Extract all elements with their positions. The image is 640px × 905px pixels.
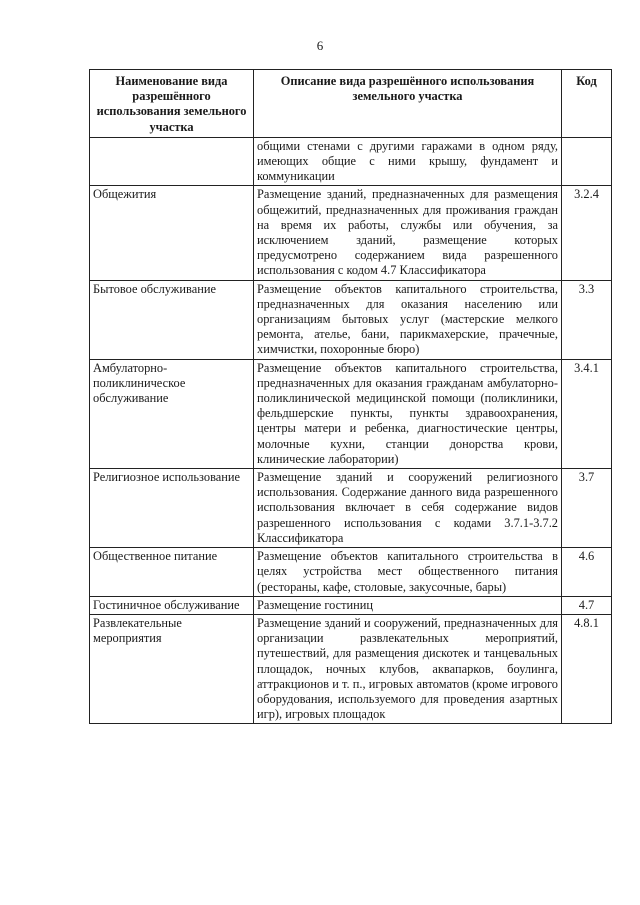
table-row (90, 614, 612, 723)
row-code: 3.2.4 (562, 186, 612, 280)
row-description: Размещение гостиниц (254, 596, 562, 614)
table-row (90, 359, 612, 468)
header-code: Код (562, 70, 612, 138)
row-description: Размещение зданий и сооружений, предназначенных для организации развлекательных мероприятий, путешествий, для размещения дискотек и танцевальных площадок, ночных клубов, аквапарков, боулинга, аттракционов и т. п., игровых автоматов (кроме игрового оборудования, используемого для проведения азартных игр), игровых площадок (254, 614, 562, 723)
header-description: Описание вида разрешённого использования земельного участка (254, 70, 562, 138)
row-name: Общежития (90, 186, 254, 280)
table-row (90, 548, 612, 597)
row-name: Бытовое обслуживание (90, 280, 254, 359)
table-row (90, 137, 612, 186)
table-row (90, 186, 612, 280)
row-description: Размещение объектов капитального строительства, предназначенных для оказания населению или организациям бытовых услуг (мастерские мелкого ремонта, ателье, бани, парикмахерские, прачечные, химчистки, похоронные бюро) (254, 280, 562, 359)
row-description: общими стенами с другими гаражами в одном ряду, имеющих общие с ними крышу, фундамент и коммуникации (254, 137, 562, 186)
row-name: Гостиничное обслуживание (90, 596, 254, 614)
page-number: 6 (316, 38, 324, 53)
table-row (90, 469, 612, 548)
row-description: Размещение объектов капитального строительства в целях устройства мест общественного питания (рестораны, кафе, столовые, закусочные, бары) (254, 548, 562, 597)
row-description: Размещение зданий, предназначенных для размещения общежитий, предназначенных для проживания граждан на время их работы, службы или обучения, за исключением зданий, размещение которых предусмотрено содержанием вида разрешенного использования с кодом 4.7 Классификатора (254, 186, 562, 280)
land-use-table (89, 69, 612, 724)
row-description: Размещение зданий и сооружений религиозного использования. Содержание данного вида разрешенного использования включает в себя содержание видов разрешенного использования с кодами 3.7.1-3.7.2 Классификатора (254, 469, 562, 548)
row-name (90, 137, 254, 186)
table-row (90, 280, 612, 359)
row-code: 4.7 (562, 596, 612, 614)
row-code: 3.7 (562, 469, 612, 548)
row-name: Амбулаторно-поликлиническое обслуживание (90, 359, 254, 468)
table-header-row (90, 70, 612, 138)
row-code: 3.4.1 (562, 359, 612, 468)
row-code (562, 137, 612, 186)
header-name: Наименование вида разрешённого использования земельного участка (90, 70, 254, 138)
row-code: 4.6 (562, 548, 612, 597)
row-name: Религиозное использование (90, 469, 254, 548)
row-description: Размещение объектов капитального строительства, предназначенных для оказания гражданам амбулаторно-поликлинической медицинской помощи (поликлиники, фельдшерские пункты, пункты здравоохранения, центры матери и ребенка, диагностические центры, молочные кухни, станции донорства крови, клинические лаборатории) (254, 359, 562, 468)
row-code: 3.3 (562, 280, 612, 359)
row-code: 4.8.1 (562, 614, 612, 723)
row-name: Развлекательные мероприятия (90, 614, 254, 723)
row-name: Общественное питание (90, 548, 254, 597)
table-row (90, 596, 612, 614)
